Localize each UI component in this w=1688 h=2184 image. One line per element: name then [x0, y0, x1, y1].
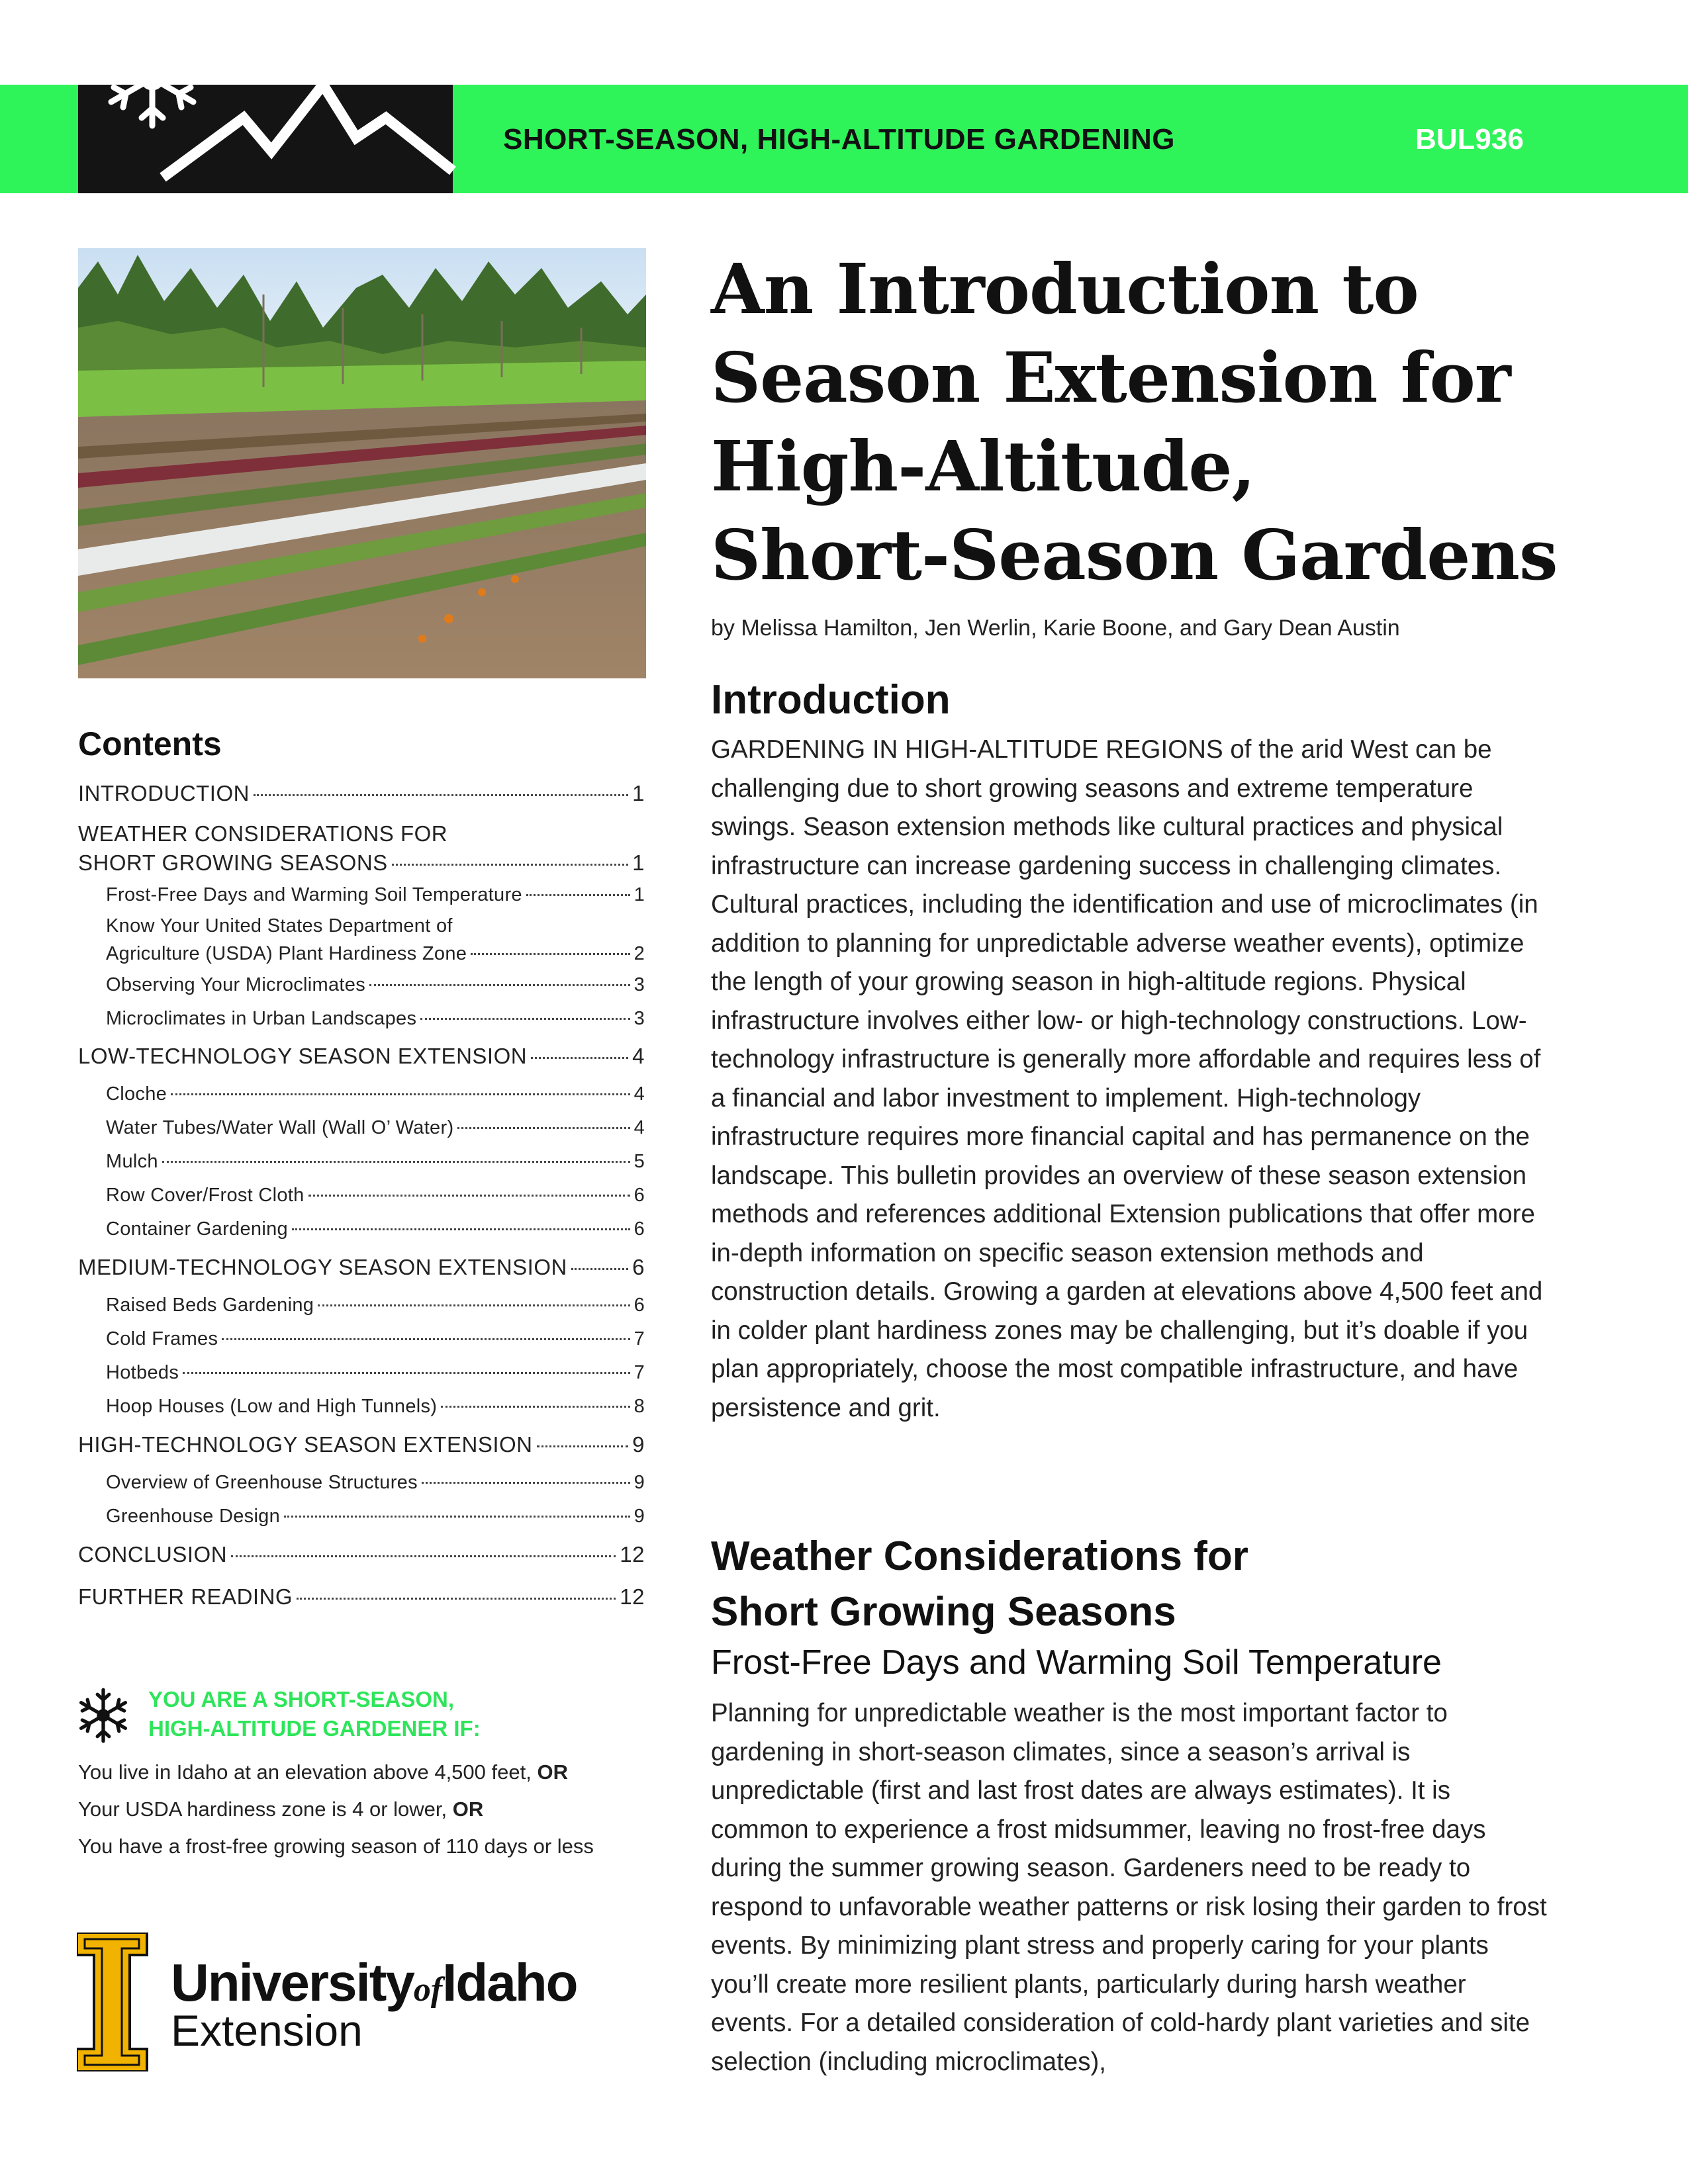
toc-item[interactable]: CONCLUSION 12	[78, 1542, 645, 1567]
toc-item[interactable]: Greenhouse Design 9	[106, 1506, 645, 1527]
snowflake-mountain-logo	[78, 19, 453, 193]
university-name: UniversityofIdaho	[171, 1953, 577, 2012]
byline: by Melissa Hamilton, Jen Werlin, Karie Boone, and Gary Dean Austin	[711, 615, 1400, 641]
toc-item[interactable]: Hoop Houses (Low and High Tunnels) 8	[106, 1396, 645, 1417]
frost-free-body: Planning for unpredictable weather is the most important factor to gardening in short-season climates, since a season’s arrival is unpredictable (first and last frost dates are always estimates). It is common to experience a frost midsummer, leaving no frost-free days during the summer growing season. Gardeners need to be ready to respond to unfavorable weather patterns or risk losing their garden to frost events. By minimizing plant stress and properly caring for your plants you’ll create more resilient plants, particularly during harsh weather events. For a detailed consideration of cold-hardy plant varieties and site selection (including microclimates),	[711, 1699, 1547, 2076]
list-item: You live in Idaho at an elevation above 4,500 feet, OR	[78, 1760, 568, 1784]
toc-item[interactable]: FURTHER READING 12	[78, 1584, 645, 1609]
table-of-contents	[78, 774, 645, 1618]
snowflake-icon	[74, 1686, 132, 1745]
toc-item[interactable]: Mulch 5	[106, 1151, 645, 1172]
snowflake-icon	[111, 30, 193, 126]
toc-item[interactable]: INTRODUCTION 1	[78, 781, 645, 805]
toc-item[interactable]: Cold Frames 7	[106, 1328, 645, 1349]
page-title: An Introduction to Season Extension for High-Altitude, Short-Season Gardens	[711, 248, 1558, 596]
introduction-body: GARDENING IN HIGH-ALTITUDE REGIONS of the arid West can be challenging due to short growing seasons and extreme temperature swings. Season extension methods like cultural practices and physical infrastructure can increase gardening success in challenging climates. Cultural practices, including the identification and use of microclimates (in addition to planning for unpredictable adverse weather events), optimize the length of your growing season in high-altitude regions. Physical infrastructure involves either low- or high-technology constructions. Low-technology infrastructure is generally more affordable and requires less of a financial and labor investment to implement. High-technology infrastructure requires more financial capital and has permanence on the landscape. This bulletin provides an overview of these season extension methods and references additional Extension publications that offer more in-depth information on specific season extension methods and construction details. Growing a garden at elevations above 4,500 feet and in colder plant hardiness zones may be challenging, but it’s doable if you plan appropriately, choose the most compatible infrastructure, and have persistence and grit.	[711, 735, 1543, 1422]
series-title: SHORT-SEASON, HIGH-ALTITUDE GARDENING	[503, 123, 1176, 156]
contents-heading: Contents	[78, 725, 222, 762]
garden-rows-photo	[78, 248, 646, 678]
toc-item[interactable]: Frost-Free Days and Warming Soil Temperature 1	[106, 884, 645, 905]
toc-item[interactable]: Hotbeds 7	[106, 1362, 645, 1383]
toc-item[interactable]: HIGH-TECHNOLOGY SEASON EXTENSION 9	[78, 1432, 645, 1457]
list-item: You have a frost-free growing season of 110 days or less	[78, 1835, 594, 1858]
toc-item[interactable]: MEDIUM-TECHNOLOGY SEASON EXTENSION 6	[78, 1255, 645, 1279]
toc-item[interactable]: Observing Your Microclimates 3	[106, 974, 645, 995]
toc-item[interactable]: Microclimates in Urban Landscapes 3	[106, 1008, 645, 1029]
toc-item[interactable]: Raised Beds Gardening 6	[106, 1295, 645, 1316]
toc-item[interactable]: WEATHER CONSIDERATIONS FOR SHORT GROWING SEASONS 1	[78, 821, 645, 875]
frost-free-heading: Frost-Free Days and Warming Soil Temperature	[711, 1643, 1442, 1682]
list-item: Your USDA hardiness zone is 4 or lower, OR	[78, 1797, 484, 1821]
extension-label: Extension	[171, 2006, 363, 2055]
introduction-heading: Introduction	[711, 677, 951, 723]
toc-item[interactable]: LOW-TECHNOLOGY SEASON EXTENSION 4	[78, 1044, 645, 1068]
callout-title: YOU ARE A SHORT-SEASON, HIGH-ALTITUDE GARDENER IF:	[148, 1687, 481, 1741]
toc-item[interactable]: Water Tubes/Water Wall (Wall O’ Water) 4	[106, 1117, 645, 1138]
toc-item[interactable]: Overview of Greenhouse Structures 9	[106, 1472, 645, 1493]
bulletin-code: BUL936	[1415, 123, 1524, 156]
toc-item[interactable]: Container Gardening 6	[106, 1218, 645, 1240]
toc-item[interactable]: Row Cover/Frost Cloth 6	[106, 1185, 645, 1206]
toc-item[interactable]: Know Your United States Department of Agriculture (USDA) Plant Hardiness Zone 2	[106, 915, 645, 964]
callout-list	[78, 1754, 674, 1865]
weather-heading: Weather Considerations for Short Growing Seasons	[711, 1533, 1248, 1635]
toc-item[interactable]: Cloche 4	[106, 1083, 645, 1105]
